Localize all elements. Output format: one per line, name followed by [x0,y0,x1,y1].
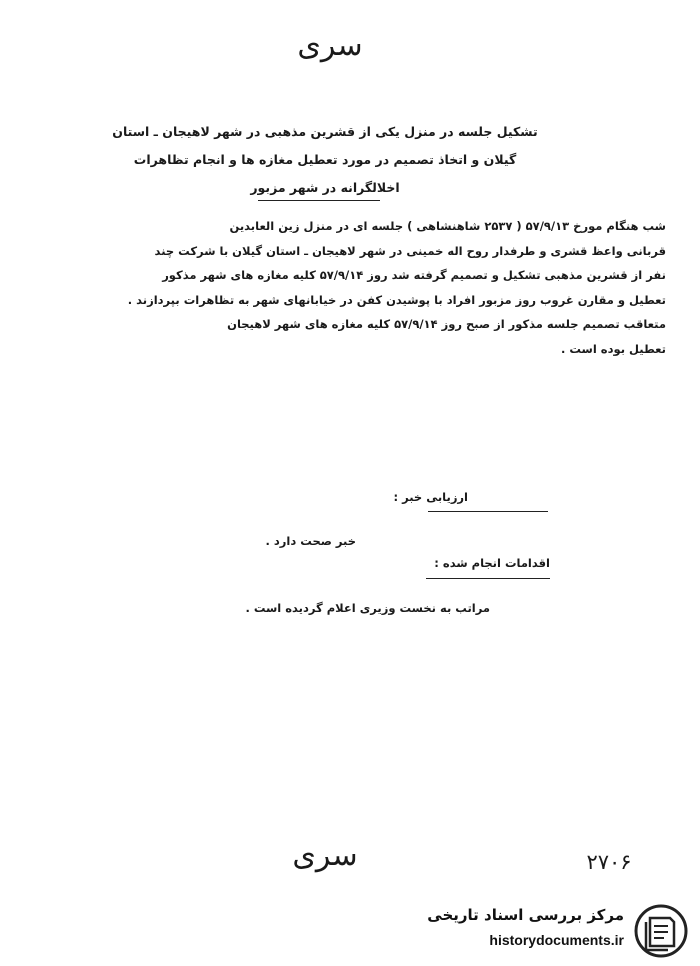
page-number: ۲۷۰۶ [586,850,632,874]
evaluation-text: خبر صحت دارد . [265,534,356,548]
title-line: اخلالگرانه در شهر مزبور [250,180,400,195]
report-body [34,214,666,361]
evaluation-underline [428,511,548,512]
body-line: شب هنگام مورخ ۵۷/۹/۱۳ ( ۲۵۳۷ شاهنشاهی ) جلسه ای در منزل زین العابدین [229,219,666,233]
classification-stamp-top: سری [297,28,363,63]
watermark-org-name: مرکز بررسی اسناد تاریخی [427,906,624,924]
document-title [110,118,540,202]
watermark-url: historydocuments.ir [489,932,624,948]
documents-logo-icon [634,904,688,958]
body-line: قربانی واعظ قشری و طرفدار روح اله خمینی در شهر لاهیجان ـ استان گیلان با شرکت چند [154,243,666,258]
classification-stamp-bottom: سری [292,838,358,873]
evaluation-heading: ارزیابی خبر : [393,490,468,504]
body-line: تعطیل و مقارن غروب روز مزبور افراد با پوشیدن کفن در خیابانهای شهر به تظاهرات بپردازند . [127,292,666,307]
title-underline [258,200,380,201]
body-line: متعاقب تصمیم جلسه مذکور از صبح روز ۵۷/۹/۱۴ کلیه مغازه های شهر لاهیجان [227,317,666,331]
actions-heading: اقدامات انجام شده : [434,556,550,570]
actions-underline [426,578,550,579]
title-line: گیلان و اتخاذ تصمیم در مورد تعطیل مغازه ها و انجام تظاهرات [133,152,517,167]
title-line: تشکیل جلسه در منزل یکی از قشرین مذهبی در شهر لاهیجان ـ استان [112,124,538,139]
body-line: تعطیل بوده است . [561,341,666,356]
actions-text: مراتب به نخست وزیری اعلام گردیده است . [245,601,490,615]
watermark [424,900,694,960]
body-line: نفر از قشرین مذهبی تشکیل و تصمیم گرفته شد روز ۵۷/۹/۱۴ کلیه مغازه های شهر مذکور [162,268,666,282]
